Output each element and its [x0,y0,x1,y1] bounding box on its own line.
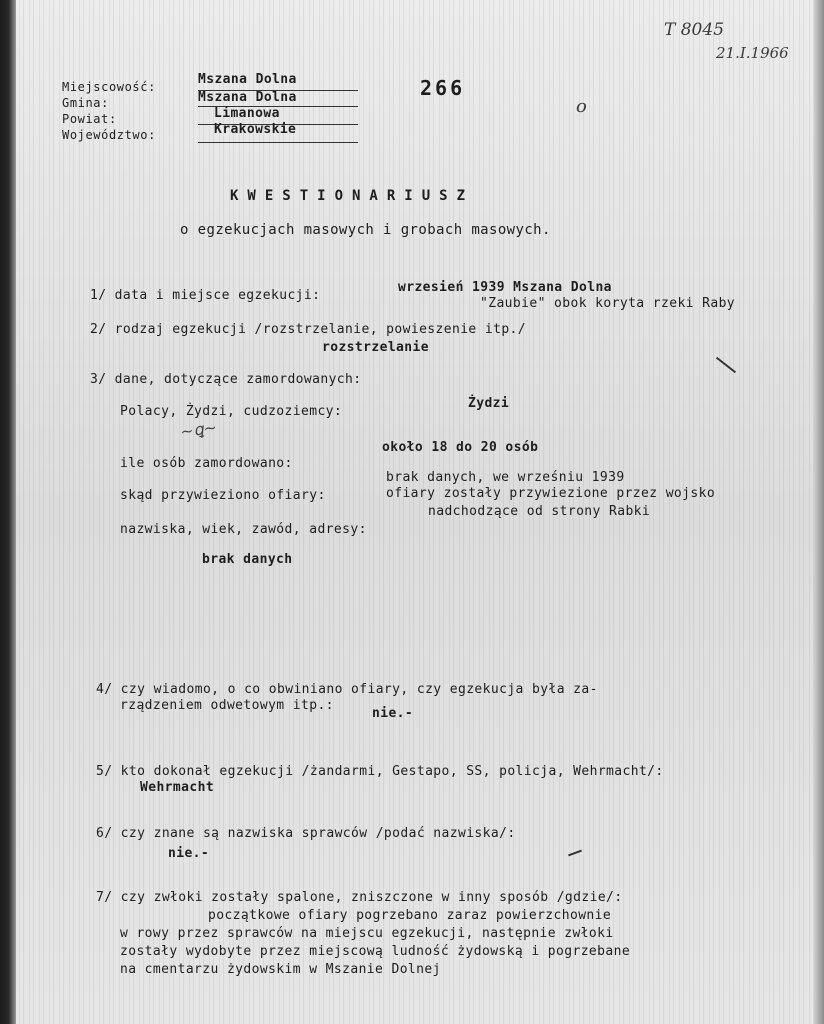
stray-pen-mark-2 [568,850,582,857]
locality-label: Miejscowość: [62,80,156,94]
q7-answer-line1: początkowe ofiary pogrzebano zaraz powierzchownie [208,908,612,923]
voivodeship-label: Województwo: [62,128,156,142]
stray-mark: o [576,96,587,117]
q3-nationality-label: Polacy, Żydzi, cudzoziemcy: [120,404,343,419]
q7-answer-line2: w rowy przez sprawców na miejscu egzekucji, następnie zwłoki [120,926,614,941]
locality-value: Mszana Dolna [198,72,297,87]
q1-answer-line2: "Zaubie" obok koryta rzeki Raby [480,296,736,311]
q3-count-answer: około 18 do 20 osób [382,440,539,455]
q3-origin-answer-line1: brak danych, we wrześniu 1939 [386,470,625,485]
q4-label-line2: rządzeniem odwetowym itp.: [120,698,334,713]
page-number: 266 [420,76,466,100]
document-subtitle: o egzekucjach masowych i grobach masowych. [180,222,551,238]
voivodeship-underline [198,142,358,143]
powiat-value: Limanowa [214,106,280,121]
q6-label: 6/ czy znane są nazwiska sprawców /podać nazwiska/: [96,826,516,841]
q3-names-label: nazwiska, wiek, zawód, adresy: [120,522,367,537]
q4-answer: nie.- [372,706,414,721]
gmina-label: Gmina: [62,96,109,110]
q7-label: 7/ czy zwłoki zostały spalone, zniszczone w inny sposób /gdzie/: [96,890,623,905]
q1-label: 1/ data i miejsce egzekucji: [90,288,321,303]
q7-answer-line3: zostały wydobyte przez miejscową ludność żydowską i pogrzebane [120,944,631,959]
q3-label: 3/ dane, dotyczące zamordowanych: [90,372,362,387]
q3-names-answer: brak danych [202,552,293,567]
handwritten-scribble: ~ꝗ~ [178,417,219,442]
archive-number: T 8045 [664,20,725,40]
voivodeship-value: Krakowskie [214,122,297,137]
q3-origin-answer-line2: ofiary zostały przywiezione przez wojsko [386,486,716,501]
q7-answer-line4: na cmentarzu żydowskim w Mszanie Dolnej [120,962,441,977]
gmina-value: Mszana Dolna [198,90,297,105]
q4-label-line1: 4/ czy wiadomo, o co obwiniano ofiary, czy egzekucja była za- [96,682,598,697]
q2-answer: rozstrzelanie [322,340,429,355]
archive-date: 21.I.1966 [716,44,789,62]
q5-label: 5/ kto dokonał egzekucji /żandarmi, Gestapo, SS, policja, Wehrmacht/: [96,764,664,779]
document-title: KWESTIONARIUSZ [230,188,475,204]
powiat-label: Powiat: [62,112,117,126]
scan-right-edge [814,0,824,1024]
q2-label: 2/ rodzaj egzekucji /rozstrzelanie, powieszenie itp./ [90,322,527,337]
q3-origin-label: skąd przywieziono ofiary: [120,488,326,503]
q6-answer: nie.- [168,846,210,861]
q5-answer: Wehrmacht [140,780,215,795]
q3-count-label: ile osób zamordowano: [120,456,293,471]
q1-answer-line1: wrzesień 1939 Mszana Dolna [398,280,612,295]
stray-pen-mark [716,357,736,373]
scan-left-edge [0,0,16,1024]
q3-origin-answer-line3: nadchodzące od strony Rabki [428,504,651,519]
q3-nationality-answer: Żydzi [468,396,510,411]
